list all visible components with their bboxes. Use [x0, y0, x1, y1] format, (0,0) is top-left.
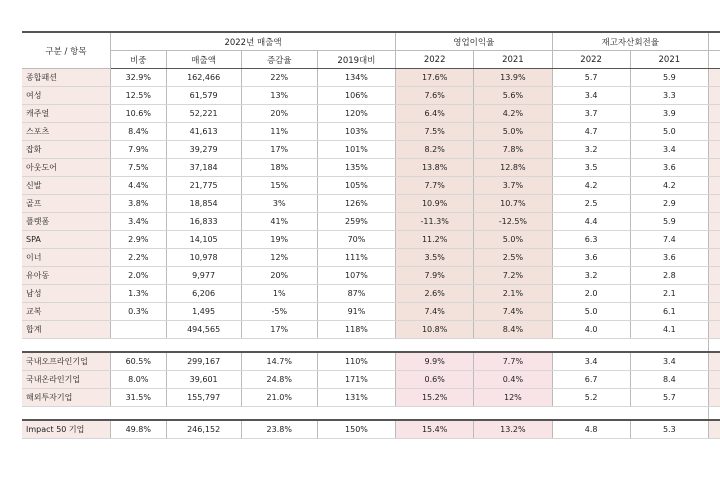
share-cell: 8.4% [111, 123, 167, 141]
op-2022-cell: 7.6% [396, 87, 474, 105]
sales-cell: 61,579 [166, 87, 241, 105]
separator-cell [708, 339, 720, 353]
inv-2021-cell: 2.8 [630, 267, 708, 285]
table-row [22, 123, 720, 141]
table-row [22, 303, 720, 321]
op-2021-cell: 2.1% [474, 285, 552, 303]
row-label: 해외투자기업 [22, 389, 111, 407]
row-edge [708, 213, 720, 231]
growth-cell: 24.8% [241, 371, 317, 389]
separator-cell [241, 407, 317, 421]
header-edge [708, 51, 720, 69]
growth-cell: 21.0% [241, 389, 317, 407]
separator-cell [317, 407, 395, 421]
row-label: 합계 [22, 321, 111, 339]
op-2022-cell: 9.9% [396, 352, 474, 371]
inv-2022-cell: 3.2 [552, 267, 630, 285]
vs2019-cell: 103% [317, 123, 395, 141]
vs2019-cell: 110% [317, 352, 395, 371]
sales-cell: 1,495 [166, 303, 241, 321]
header-op-2022: 2022 [396, 51, 474, 69]
vs2019-cell: 91% [317, 303, 395, 321]
table-row [22, 141, 720, 159]
growth-cell: -5% [241, 303, 317, 321]
op-2022-cell: 8.2% [396, 141, 474, 159]
inv-2021-cell: 4.2 [630, 177, 708, 195]
row-edge [708, 105, 720, 123]
inv-2022-cell: 3.4 [552, 87, 630, 105]
sales-cell: 52,221 [166, 105, 241, 123]
sales-cell: 16,833 [166, 213, 241, 231]
growth-cell: 17% [241, 321, 317, 339]
inv-2021-cell: 3.6 [630, 249, 708, 267]
inv-2021-cell: 2.1 [630, 285, 708, 303]
separator-cell [708, 407, 720, 421]
sales-cell: 37,184 [166, 159, 241, 177]
sales-cell: 14,105 [166, 231, 241, 249]
share-cell: 3.8% [111, 195, 167, 213]
separator-cell [396, 407, 474, 421]
table-row [22, 177, 720, 195]
table-row [22, 420, 720, 439]
table-row [22, 389, 720, 407]
share-cell: 3.4% [111, 213, 167, 231]
inv-2021-cell: 3.4 [630, 352, 708, 371]
separator-cell [317, 339, 395, 353]
data-table [22, 31, 720, 439]
separator-cell [241, 339, 317, 353]
table-row [22, 371, 720, 389]
op-2022-cell: 6.4% [396, 105, 474, 123]
op-2022-cell: 15.4% [396, 420, 474, 439]
row-edge [708, 371, 720, 389]
inv-2021-cell: 6.1 [630, 303, 708, 321]
table-row [22, 267, 720, 285]
vs2019-cell: 120% [317, 105, 395, 123]
header-op-2021: 2021 [474, 51, 552, 69]
header-inv-2022: 2022 [552, 51, 630, 69]
inv-2021-cell: 4.1 [630, 321, 708, 339]
row-label: 종합패션 [22, 69, 111, 87]
inv-2022-cell: 4.4 [552, 213, 630, 231]
share-cell: 4.4% [111, 177, 167, 195]
growth-cell: 11% [241, 123, 317, 141]
vs2019-cell: 111% [317, 249, 395, 267]
header-growth: 증감율 [241, 51, 317, 69]
header-share: 비중 [111, 51, 167, 69]
share-cell: 10.6% [111, 105, 167, 123]
row-label: 잡화 [22, 141, 111, 159]
row-edge [708, 123, 720, 141]
row-edge [708, 285, 720, 303]
table-row [22, 249, 720, 267]
inv-2022-cell: 3.2 [552, 141, 630, 159]
row-label: SPA [22, 231, 111, 249]
op-2022-cell: 0.6% [396, 371, 474, 389]
share-cell [111, 321, 167, 339]
vs2019-cell: 131% [317, 389, 395, 407]
growth-cell: 12% [241, 249, 317, 267]
share-cell: 12.5% [111, 87, 167, 105]
row-label: 스포츠 [22, 123, 111, 141]
header-sales: 매출액 [166, 51, 241, 69]
row-label: 국내오프라인기업 [22, 352, 111, 371]
separator-cell [396, 339, 474, 353]
row-edge [708, 389, 720, 407]
growth-cell: 19% [241, 231, 317, 249]
op-2021-cell: 0.4% [474, 371, 552, 389]
op-2022-cell: 7.9% [396, 267, 474, 285]
op-2022-cell: 10.9% [396, 195, 474, 213]
op-2022-cell: -11.3% [396, 213, 474, 231]
inv-2022-cell: 3.7 [552, 105, 630, 123]
table-row [22, 195, 720, 213]
row-label: 이너 [22, 249, 111, 267]
group-separator [22, 339, 720, 353]
vs2019-cell: 134% [317, 69, 395, 87]
share-cell: 60.5% [111, 352, 167, 371]
growth-cell: 14.7% [241, 352, 317, 371]
sales-cell: 155,797 [166, 389, 241, 407]
growth-cell: 20% [241, 267, 317, 285]
inv-2022-cell: 3.5 [552, 159, 630, 177]
vs2019-cell: 70% [317, 231, 395, 249]
row-edge [708, 231, 720, 249]
header-group-op: 영업이익율 [396, 32, 552, 51]
op-2021-cell: 4.2% [474, 105, 552, 123]
row-edge [708, 141, 720, 159]
op-2021-cell: 7.7% [474, 352, 552, 371]
row-label: 플랫폼 [22, 213, 111, 231]
op-2021-cell: 13.9% [474, 69, 552, 87]
op-2021-cell: 12.8% [474, 159, 552, 177]
op-2021-cell: 10.7% [474, 195, 552, 213]
separator-cell [474, 339, 552, 353]
inv-2022-cell: 6.3 [552, 231, 630, 249]
op-2021-cell: 7.2% [474, 267, 552, 285]
inv-2022-cell: 2.0 [552, 285, 630, 303]
row-label: 골프 [22, 195, 111, 213]
inv-2021-cell: 7.4 [630, 231, 708, 249]
op-2022-cell: 11.2% [396, 231, 474, 249]
table-row [22, 87, 720, 105]
row-edge [708, 267, 720, 285]
vs2019-cell: 105% [317, 177, 395, 195]
separator-cell [22, 339, 111, 353]
op-2022-cell: 7.4% [396, 303, 474, 321]
separator-cell [552, 339, 630, 353]
op-2021-cell: 8.4% [474, 321, 552, 339]
separator-cell [474, 407, 552, 421]
op-2021-cell: 5.6% [474, 87, 552, 105]
vs2019-cell: 171% [317, 371, 395, 389]
growth-cell: 20% [241, 105, 317, 123]
op-2021-cell: 3.7% [474, 177, 552, 195]
vs2019-cell: 135% [317, 159, 395, 177]
row-edge [708, 159, 720, 177]
separator-cell [166, 407, 241, 421]
inv-2022-cell: 4.7 [552, 123, 630, 141]
growth-cell: 41% [241, 213, 317, 231]
sales-cell: 6,206 [166, 285, 241, 303]
vs2019-cell: 87% [317, 285, 395, 303]
row-edge [708, 87, 720, 105]
growth-cell: 3% [241, 195, 317, 213]
row-label: Impact 50 기업 [22, 420, 111, 439]
table-row [22, 159, 720, 177]
inv-2021-cell: 5.9 [630, 213, 708, 231]
op-2022-cell: 7.5% [396, 123, 474, 141]
op-2022-cell: 13.8% [396, 159, 474, 177]
table-row [22, 105, 720, 123]
row-edge [708, 249, 720, 267]
share-cell: 2.0% [111, 267, 167, 285]
share-cell: 7.5% [111, 159, 167, 177]
inv-2021-cell: 5.3 [630, 420, 708, 439]
sales-cell: 299,167 [166, 352, 241, 371]
sales-cell: 494,565 [166, 321, 241, 339]
inv-2022-cell: 3.4 [552, 352, 630, 371]
growth-cell: 23.8% [241, 420, 317, 439]
vs2019-cell: 259% [317, 213, 395, 231]
separator-cell [111, 339, 167, 353]
growth-cell: 13% [241, 87, 317, 105]
growth-cell: 18% [241, 159, 317, 177]
row-label: 신발 [22, 177, 111, 195]
op-2022-cell: 10.8% [396, 321, 474, 339]
inv-2022-cell: 3.6 [552, 249, 630, 267]
share-cell: 0.3% [111, 303, 167, 321]
share-cell: 2.9% [111, 231, 167, 249]
header-inv-2021: 2021 [630, 51, 708, 69]
op-2022-cell: 7.7% [396, 177, 474, 195]
row-label: 남성 [22, 285, 111, 303]
row-label: 캐주얼 [22, 105, 111, 123]
separator-cell [630, 407, 708, 421]
table-row [22, 352, 720, 371]
inv-2021-cell: 5.0 [630, 123, 708, 141]
op-2021-cell: 5.0% [474, 231, 552, 249]
growth-cell: 22% [241, 69, 317, 87]
inv-2022-cell: 4.8 [552, 420, 630, 439]
table-row [22, 213, 720, 231]
vs2019-cell: 101% [317, 141, 395, 159]
sales-cell: 9,977 [166, 267, 241, 285]
op-2022-cell: 15.2% [396, 389, 474, 407]
row-edge [708, 303, 720, 321]
inv-2022-cell: 5.0 [552, 303, 630, 321]
inv-2022-cell: 2.5 [552, 195, 630, 213]
row-edge [708, 177, 720, 195]
sales-cell: 10,978 [166, 249, 241, 267]
op-2022-cell: 3.5% [396, 249, 474, 267]
sales-cell: 246,152 [166, 420, 241, 439]
row-label: 교복 [22, 303, 111, 321]
inv-2021-cell: 8.4 [630, 371, 708, 389]
share-cell: 32.9% [111, 69, 167, 87]
share-cell: 31.5% [111, 389, 167, 407]
op-2021-cell: 12% [474, 389, 552, 407]
growth-cell: 17% [241, 141, 317, 159]
op-2021-cell: 2.5% [474, 249, 552, 267]
growth-cell: 15% [241, 177, 317, 195]
separator-cell [166, 339, 241, 353]
header-label: 구분 / 항목 [22, 32, 111, 69]
op-2022-cell: 17.6% [396, 69, 474, 87]
vs2019-cell: 107% [317, 267, 395, 285]
sales-cell: 162,466 [166, 69, 241, 87]
separator-cell [22, 407, 111, 421]
inv-2021-cell: 5.7 [630, 389, 708, 407]
vs2019-cell: 126% [317, 195, 395, 213]
header-group-inv: 재고자산회전율 [552, 32, 708, 51]
separator-cell [552, 407, 630, 421]
sales-cell: 41,613 [166, 123, 241, 141]
table-row [22, 285, 720, 303]
share-cell: 1.3% [111, 285, 167, 303]
row-label: 국내온라인기업 [22, 371, 111, 389]
group-separator [22, 407, 720, 421]
inv-2021-cell: 3.9 [630, 105, 708, 123]
op-2021-cell: 7.8% [474, 141, 552, 159]
inv-2021-cell: 5.9 [630, 69, 708, 87]
vs2019-cell: 118% [317, 321, 395, 339]
sales-cell: 39,601 [166, 371, 241, 389]
inv-2021-cell: 3.4 [630, 141, 708, 159]
inv-2021-cell: 2.9 [630, 195, 708, 213]
row-edge [708, 352, 720, 371]
inv-2022-cell: 6.7 [552, 371, 630, 389]
vs2019-cell: 150% [317, 420, 395, 439]
table-row [22, 321, 720, 339]
row-label: 여성 [22, 87, 111, 105]
inv-2021-cell: 3.3 [630, 87, 708, 105]
row-edge [708, 321, 720, 339]
op-2021-cell: -12.5% [474, 213, 552, 231]
row-edge [708, 420, 720, 439]
sales-cell: 21,775 [166, 177, 241, 195]
inv-2021-cell: 3.6 [630, 159, 708, 177]
vs2019-cell: 106% [317, 87, 395, 105]
row-label: 유아동 [22, 267, 111, 285]
inv-2022-cell: 4.2 [552, 177, 630, 195]
sales-cell: 39,279 [166, 141, 241, 159]
table-row [22, 231, 720, 249]
row-edge [708, 69, 720, 87]
header-vs2019: 2019대비 [317, 51, 395, 69]
inv-2022-cell: 5.2 [552, 389, 630, 407]
share-cell: 7.9% [111, 141, 167, 159]
growth-cell: 1% [241, 285, 317, 303]
inv-2022-cell: 4.0 [552, 321, 630, 339]
header-group-sales: 2022년 매출액 [111, 32, 396, 51]
share-cell: 8.0% [111, 371, 167, 389]
sales-cell: 18,854 [166, 195, 241, 213]
separator-cell [111, 407, 167, 421]
separator-cell [630, 339, 708, 353]
op-2022-cell: 2.6% [396, 285, 474, 303]
op-2021-cell: 5.0% [474, 123, 552, 141]
op-2021-cell: 7.4% [474, 303, 552, 321]
table-row [22, 69, 720, 87]
share-cell: 49.8% [111, 420, 167, 439]
share-cell: 2.2% [111, 249, 167, 267]
header-edge [708, 32, 720, 51]
row-edge [708, 195, 720, 213]
row-label: 아웃도어 [22, 159, 111, 177]
inv-2022-cell: 5.7 [552, 69, 630, 87]
op-2021-cell: 13.2% [474, 420, 552, 439]
